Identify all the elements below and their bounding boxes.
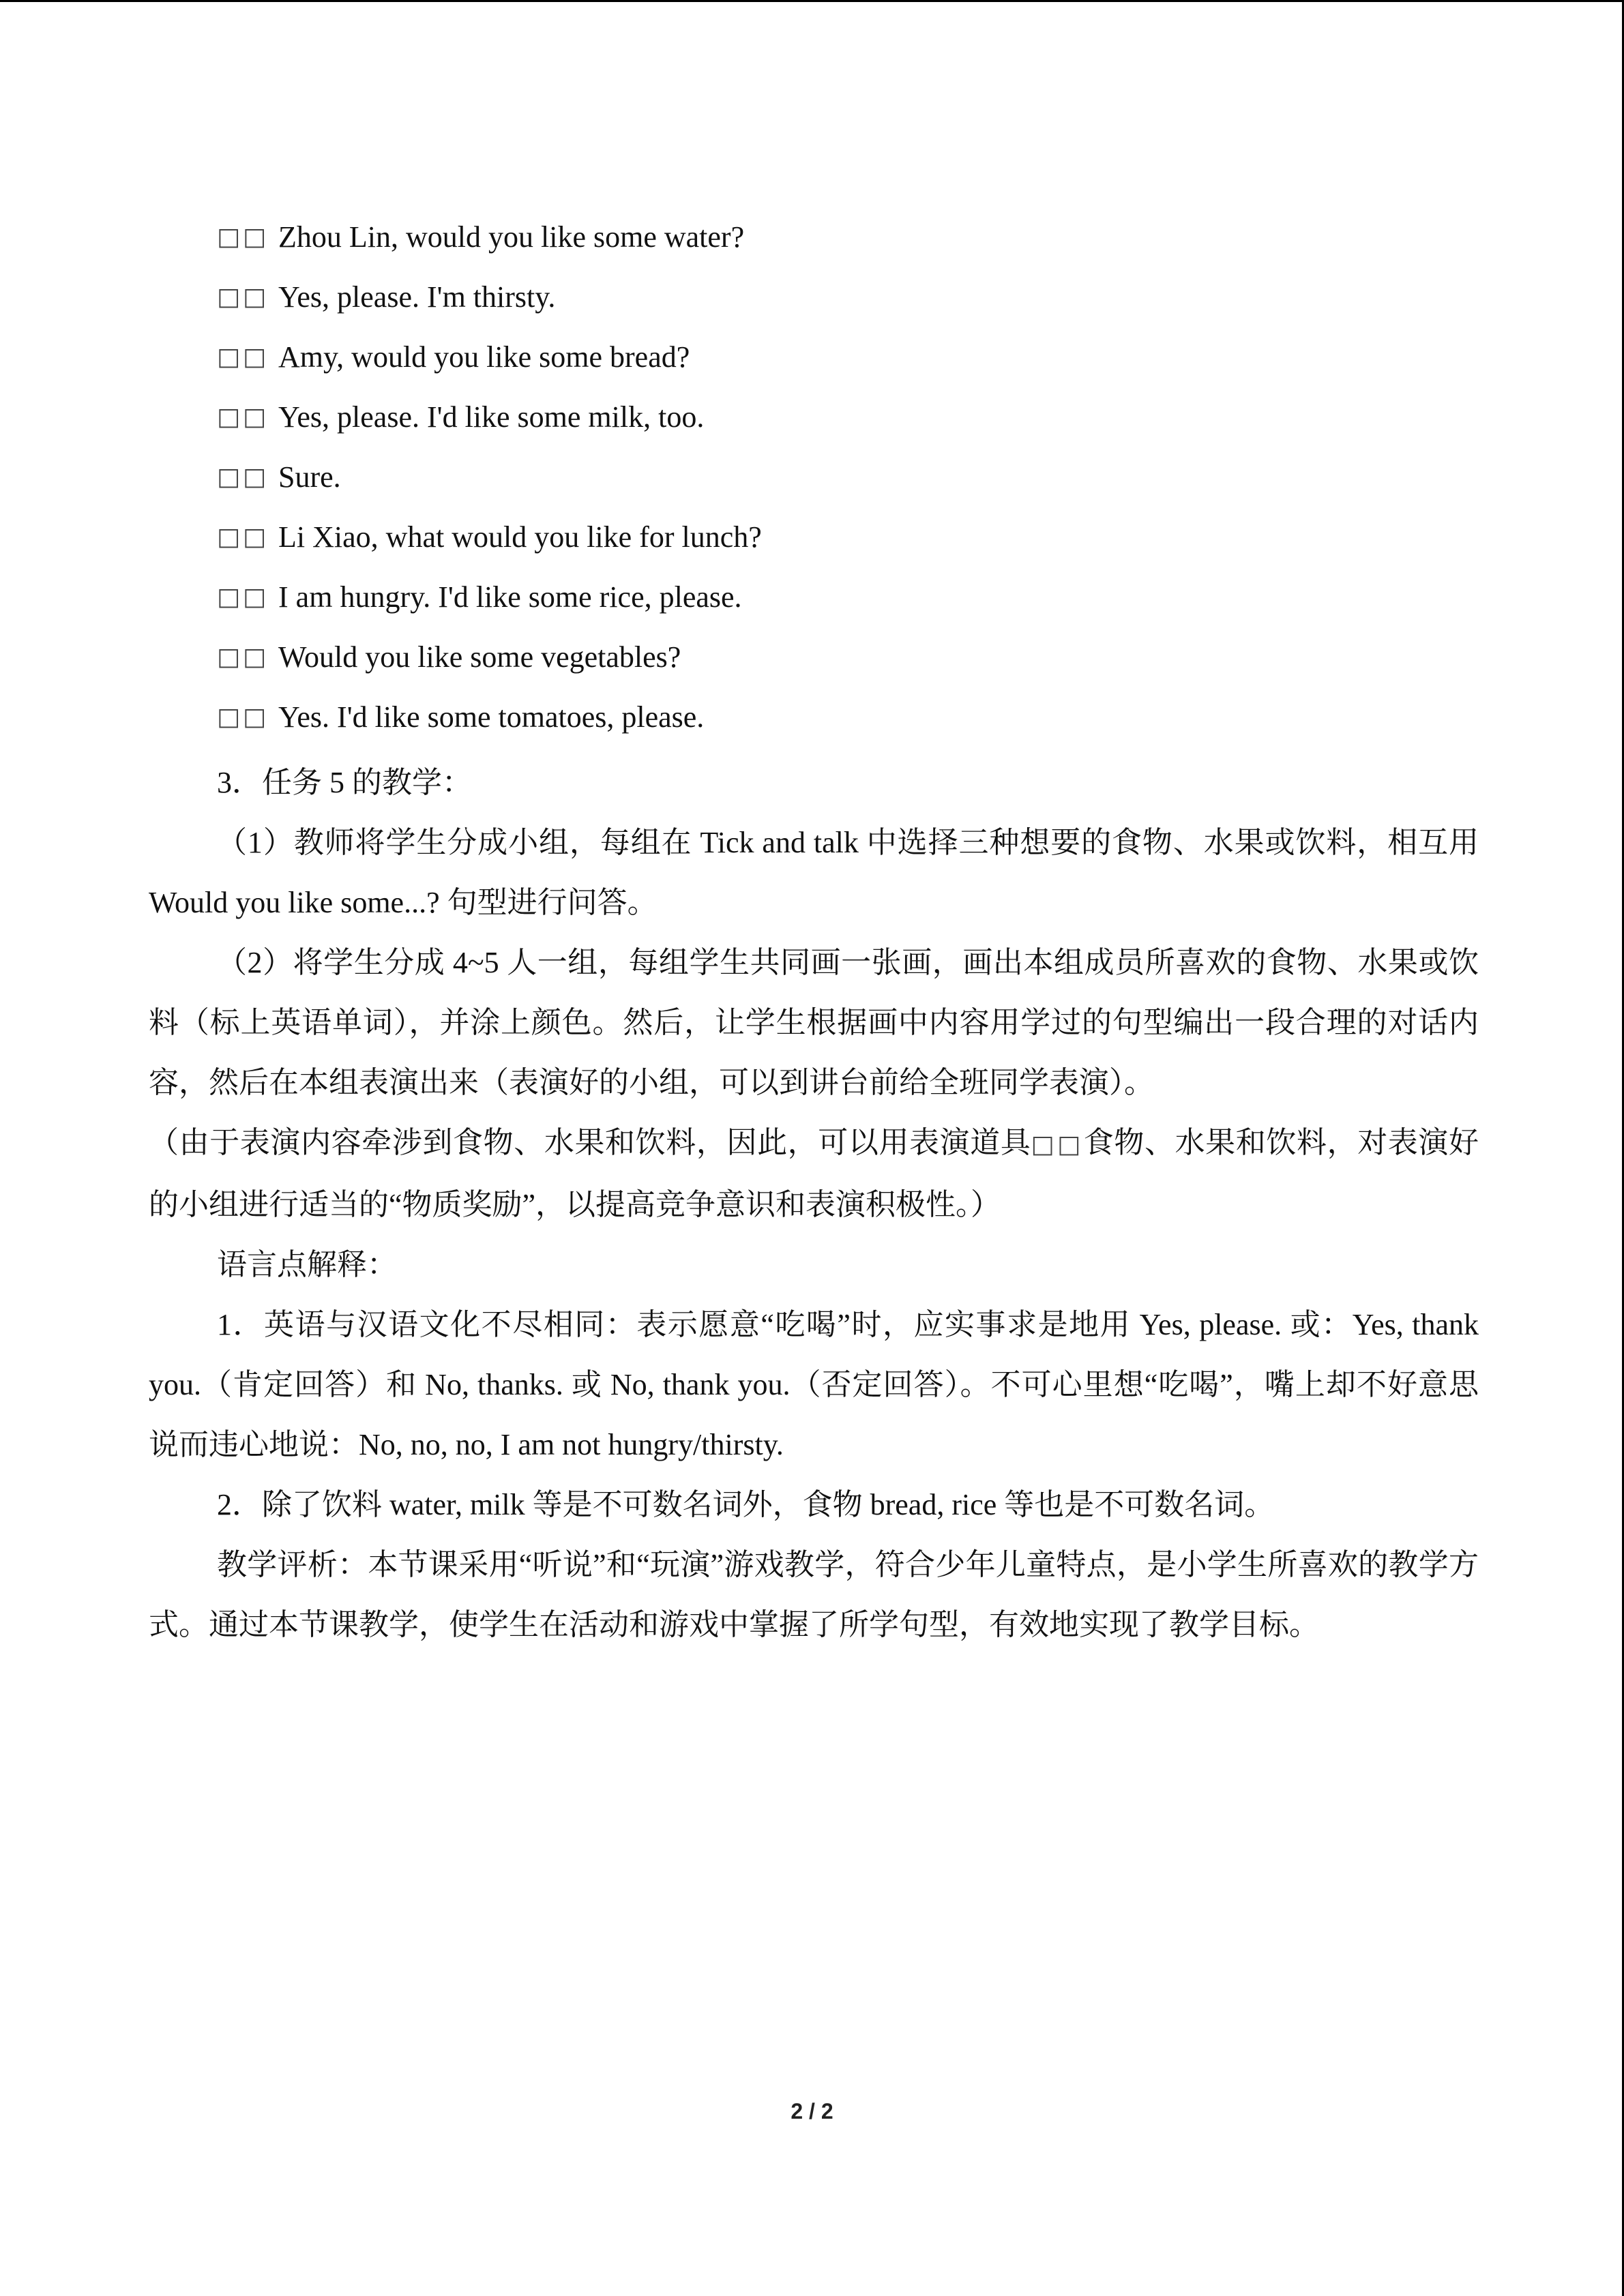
dialogue-list (149, 213, 1479, 753)
document-body (149, 213, 1479, 1655)
speaker-marker: □□ (217, 583, 269, 611)
task5-step2: （2）将学生分成 4~5 人一组，每组学生共同画一张画，画出本组成员所喜欢的食物、水果或饮料（标上英语单词），并涂上颜色。然后，让学生根据画中内容用学过的句型编出一段合理的对话内容，然后在本组表演出来（表演好的小组，可以到讲台前给全班同学表演）。 (149, 946, 1479, 1099)
dialogue-text: Amy, would you like some bread? (278, 340, 690, 374)
dialogue-line (149, 453, 1479, 513)
task5-note-after: 食物、水果和饮料，对表演好的小组进行适当的“物质奖励”，以提高竞争意识和表演积极性。） (149, 1126, 1479, 1221)
dialogue-text: Zhou Lin, would you like some water? (278, 220, 745, 254)
page-number: 2 / 2 (791, 2099, 833, 2123)
dialogue-line (149, 693, 1479, 753)
speaker-marker: □□ (217, 223, 269, 251)
language-point-2: 2．除了饮料 water, milk 等是不可数名词外，食物 bread, rice 等也是不可数名词。 (217, 1488, 1275, 1521)
task5-heading: 3．任务 5 的教学： (217, 766, 472, 799)
task5-step1: （1）教师将学生分成小组，每组在 Tick and talk 中选择三种想要的食物、水果或饮料，相互用 Would you like some...? 句型进行问答。 (149, 826, 1479, 919)
dialogue-text: Yes. I'd like some tomatoes, please. (278, 700, 705, 734)
dialogue-line (149, 513, 1479, 573)
prop-marker: □□ (1031, 1131, 1084, 1159)
dialogue-text: Would you like some vegetables? (278, 640, 681, 674)
task5-note-before: （由于表演内容牵涉到食物、水果和饮料，因此，可以用表演道具 (149, 1126, 1031, 1159)
dialogue-text: Yes, please. I'd like some milk, too. (278, 400, 705, 434)
dialogue-line (149, 213, 1479, 273)
dialogue-text: Sure. (278, 460, 341, 494)
speaker-marker: □□ (217, 643, 269, 671)
dialogue-text: Li Xiao, what would you like for lunch? (278, 520, 762, 554)
speaker-marker: □□ (217, 343, 269, 371)
speaker-marker: □□ (217, 523, 269, 551)
language-points-heading: 语言点解释： (217, 1248, 397, 1281)
speaker-marker: □□ (217, 463, 269, 491)
dialogue-line (149, 633, 1479, 693)
speaker-marker: □□ (217, 283, 269, 311)
dialogue-line (149, 333, 1479, 393)
dialogue-line (149, 273, 1479, 333)
dialogue-line (149, 573, 1479, 633)
dialogue-text: Yes, please. I'm thirsty. (278, 280, 556, 314)
dialogue-line (149, 393, 1479, 453)
dialogue-text: I am hungry. I'd like some rice, please. (278, 580, 742, 614)
language-point-1: 1．英语与汉语文化不尽相同：表示愿意“吃喝”时，应实事求是地用 Yes, please. 或：Yes, thank you.（肯定回答）和 No, thanks. 或 No, thank you.（否定回答）。不可心里想“吃喝”，嘴上却不好意思说而违心地说：No, no, no, I am not hungry/thirsty. (149, 1308, 1479, 1461)
speaker-marker: □□ (217, 403, 269, 431)
speaker-marker: □□ (217, 703, 269, 731)
teaching-evaluation: 教学评析：本节课采用“听说”和“玩演”游戏教学，符合少年儿童特点，是小学生所喜欢的教学方式。通过本节课教学，使学生在活动和游戏中掌握了所学句型，有效地实现了教学目标。 (149, 1548, 1479, 1641)
task5-note (149, 1113, 1479, 1235)
